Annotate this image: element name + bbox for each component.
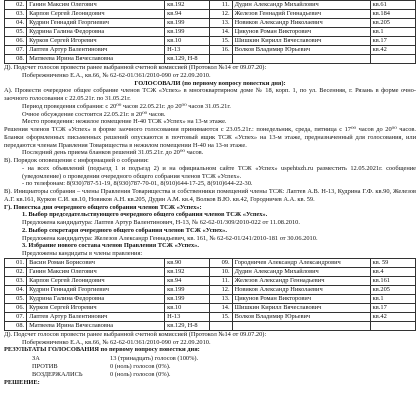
row-number: 13. bbox=[210, 19, 232, 28]
table-row bbox=[5, 28, 416, 37]
table-row bbox=[5, 10, 416, 19]
member-name: Васин Роман Борисович bbox=[27, 258, 165, 267]
row-number: 09. bbox=[210, 258, 232, 267]
apartment: кв.1 bbox=[370, 28, 415, 37]
agenda-question-3: 3. Избрание нового состава членов Правления ТСЖ «Успех». bbox=[22, 242, 199, 250]
decision-heading: РЕШЕНИЕ: bbox=[4, 379, 40, 386]
member-name: Кудрина Галина Федоровна bbox=[27, 28, 165, 37]
apartment: кв.10 bbox=[165, 37, 210, 46]
table-row bbox=[5, 321, 416, 330]
result-za-label: ЗА bbox=[32, 355, 40, 362]
apartment: кв.94 bbox=[165, 276, 210, 285]
meeting-place: Место проведения: нежилое помещение Н-40 ТСЖ «Успех» на 13-м этаже. bbox=[22, 118, 227, 126]
row-number: 05. bbox=[5, 28, 27, 37]
member-name: Волков Владимир Юрьевич bbox=[232, 46, 370, 55]
table-row bbox=[5, 55, 416, 64]
result-abstain-label: ВОЗДЕРЖАЛИСЬ bbox=[32, 371, 83, 378]
results-block bbox=[4, 355, 416, 379]
apartment: кв.205 bbox=[370, 19, 415, 28]
meeting-discussion-time: Очное обсуждение состоится 22.05.21г. в 20⁰⁰ часов. bbox=[22, 110, 166, 118]
member-name: Цикунов Роман Викторович bbox=[232, 28, 370, 37]
member-name: Железов Геннадий Геннадьевич bbox=[232, 10, 370, 19]
table-row bbox=[5, 37, 416, 46]
agenda-question-1-candidate: Предложена кандидатура: Лаптев Артур Валентинович, Н-13, № 62-62-01/309/2010-022 от 11.08.2010. bbox=[22, 219, 300, 226]
member-name: Лаптев Артур Валентинович bbox=[27, 312, 165, 321]
row-number: 03. bbox=[5, 10, 27, 19]
table-row bbox=[5, 294, 416, 303]
member-name: Городничев Александр Александрович bbox=[232, 258, 370, 267]
row-number: 05. bbox=[5, 294, 27, 303]
apartment: кв.161 bbox=[370, 276, 415, 285]
result-protiv-row bbox=[4, 363, 416, 371]
board-candidates-table bbox=[4, 258, 416, 331]
result-abstain-row bbox=[4, 371, 416, 379]
apartment: кв.184 bbox=[370, 10, 415, 19]
member-name: Новиков Александр Николаевич bbox=[232, 285, 370, 294]
member-name: Цикунов Роман Викторович bbox=[232, 294, 370, 303]
table-row bbox=[5, 1, 416, 10]
member-name: Кудрин Геннадий Георгиевич bbox=[27, 19, 165, 28]
apartment: Н-13 bbox=[165, 46, 210, 55]
agenda-question-2-candidate: Предложена кандидатура: Железов Александр Геннадьевич, кв. 161, № 62-62-01/241/2010-181 от 30.06.2010. bbox=[22, 234, 318, 242]
row-number: 11. bbox=[210, 1, 232, 10]
apartment: кв.192 bbox=[165, 1, 210, 10]
apartment: кв.192 bbox=[165, 267, 210, 276]
meeting-period: Период проведения собрания: с 20⁰⁰ часов 22.05.21г. до 20⁰⁰ часов 31.05.21г. bbox=[22, 102, 231, 110]
results-heading: РЕЗУЛЬТАТЫ ГОЛОСОВАНИЯ по первому вопросу повестки дня: bbox=[4, 346, 200, 354]
member-name: Курков Сергей Игоревич bbox=[27, 303, 165, 312]
row-number: 08. bbox=[5, 55, 27, 64]
apartment: кв.42 bbox=[370, 46, 415, 55]
row-number: 10. bbox=[210, 267, 232, 276]
item-v-heading: В). Порядок оповещения с информацией о собрании: bbox=[4, 157, 149, 164]
counting-commission-text-2: Д). Подсчет голосов провести ранее выбранной счетной комиссией (Протокол №14 от 09.07.20): bbox=[4, 330, 267, 338]
apartment: кв.4 bbox=[370, 267, 415, 276]
apartment: кв.17 bbox=[370, 303, 415, 312]
table-row bbox=[5, 285, 416, 294]
item-b-text: Решения членов ТСЖ «Успех» в форме заочного голосования принимаются с 23.05.21г.: понедельник, среда, пятница с 17⁰⁰ часов до 20⁰⁰ часов. Бланки оформленных письменных решений опускаются в почтовый ящик ТСЖ «Успех» на 13-м этаже, предназначенный для голосования, или передаются членам Правления Товарищества в нежилом помещении Н-40 на 13-м этаже. bbox=[4, 126, 416, 149]
apartment: кв.129, Н-8 bbox=[165, 321, 210, 330]
table-row bbox=[5, 19, 416, 28]
last-day-text: Последний день приема бланков решений 31.05.21г. до 20⁰⁰ часов. bbox=[22, 149, 204, 157]
apartment: кв.17 bbox=[370, 37, 415, 46]
result-abstain-value: 0 (ноль) голосов (0%). bbox=[110, 371, 171, 378]
item-a-text: А). Провести очередное общее собрание членов ТСЖ «Успех» в многоквартирном доме № 18, корп. 1, по ул. Весенняя, г. Рязань в форме очно-заочного голосования с 22.05.21г. по 31.05.21г. bbox=[4, 87, 416, 102]
member-name: Кудрин Геннадий Георгиевич bbox=[27, 285, 165, 294]
member-name bbox=[232, 321, 370, 330]
agenda-question-2: 2. Выбор секретаря очередного общего собрания членов ТСЖ «Успех». bbox=[22, 226, 227, 234]
table-row bbox=[5, 258, 416, 267]
member-name: Дудин Александр Михайлович bbox=[232, 1, 370, 10]
member-name: Шишкин Кирилл Вячеславович bbox=[232, 37, 370, 46]
table-row bbox=[5, 276, 416, 285]
row-number: 15. bbox=[210, 312, 232, 321]
agenda-heading: Г). Повестка дня очередного общего собрания членов ТСЖ «Успех»: bbox=[4, 203, 202, 211]
row-number: 01. bbox=[5, 258, 27, 267]
apartment: кв.61 bbox=[370, 1, 415, 10]
member-name: Шишкин Кирилл Вячеславович bbox=[232, 303, 370, 312]
result-za-value: 13 (тринадцать) голосов (100%). bbox=[110, 355, 199, 362]
member-name: Карпов Сергей Леонидович bbox=[27, 276, 165, 285]
row-number: 13. bbox=[210, 294, 232, 303]
row-number bbox=[210, 321, 232, 330]
row-number: 08. bbox=[5, 321, 27, 330]
row-number: 04. bbox=[5, 19, 27, 28]
apartment: кв.199 bbox=[165, 285, 210, 294]
member-name: Матвеева Ирина Вячеславовна bbox=[27, 55, 165, 64]
vote-heading: ГОЛОСОВАЛИ (по первому вопросу повестки дня): bbox=[134, 79, 286, 87]
row-number: 06. bbox=[5, 37, 27, 46]
row-number: 16. bbox=[210, 46, 232, 55]
member-name: Дудин Александр Михайлович bbox=[232, 267, 370, 276]
apartment: Н-13 bbox=[165, 312, 210, 321]
top-members-table bbox=[4, 0, 416, 64]
apartment: кв.199 bbox=[165, 28, 210, 37]
member-name bbox=[232, 55, 370, 64]
row-number: 07. bbox=[5, 46, 27, 55]
member-name: Курков Сергей Игоревич bbox=[27, 37, 165, 46]
initiators-text: В). Инициаторы собрания – члены Правления Товарищества и собственники помещений члены ТСЖ: Лаптев А.В. Н-13, Кудрина Г.Ф. кв.90, Железов А.Г. кв.161, Курков С.И. кв.10, Новиков А.Н. кв.205, Дудин А.М. кв.4, Волков В.Ю. кв.42, Городничев А.А. кв. 59. bbox=[4, 188, 416, 203]
member-name: Карпов Сергей Леонидович bbox=[27, 10, 165, 19]
apartment: кв.42 bbox=[370, 312, 415, 321]
member-name: Кудрина Галина Федоровна bbox=[27, 294, 165, 303]
apartment: кв.199 bbox=[165, 19, 210, 28]
result-protiv-label: ПРОТИВ bbox=[32, 363, 58, 370]
row-number: 12. bbox=[210, 285, 232, 294]
member-name: Новиков Александр Николаевич bbox=[232, 19, 370, 28]
apartment: кв.129, Н-8 bbox=[165, 55, 210, 64]
apartment: кв.94 bbox=[165, 10, 210, 19]
row-number: 14. bbox=[210, 303, 232, 312]
row-number: 02. bbox=[5, 267, 27, 276]
member-name: Лаптев Артур Валентинович bbox=[27, 46, 165, 55]
row-number: 15. bbox=[210, 37, 232, 46]
counting-commission-member: Побережниченко Е.А., кв.66, № 62-62-01/361/2010-090 от 22.09.2010. bbox=[22, 71, 211, 79]
row-number: 12. bbox=[210, 10, 232, 19]
table-row bbox=[5, 303, 416, 312]
apartment bbox=[370, 321, 415, 330]
member-name: Ганин Максим Олегович bbox=[27, 1, 165, 10]
row-number: 02. bbox=[5, 1, 27, 10]
table-row bbox=[5, 267, 416, 276]
member-name: Железов Александр Геннадьевич bbox=[232, 276, 370, 285]
result-za-row bbox=[4, 355, 416, 363]
member-name: Матвеева Ирина Вячеславовна bbox=[27, 321, 165, 330]
apartment: кв.205 bbox=[370, 285, 415, 294]
member-name: Волков Владимир Юрьевич bbox=[232, 312, 370, 321]
apartment: кв.10 bbox=[165, 303, 210, 312]
apartment: кв.199 bbox=[165, 294, 210, 303]
apartment bbox=[370, 55, 415, 64]
apartment: кв.1 bbox=[370, 294, 415, 303]
row-number: 03. bbox=[5, 276, 27, 285]
row-number: 11. bbox=[210, 276, 232, 285]
table-row bbox=[5, 46, 416, 55]
member-name: Ганин Максим Олегович bbox=[27, 267, 165, 276]
apartment: кв. 59 bbox=[370, 258, 415, 267]
agenda-question-1: 1. Выбор председательствующего очередного общего собрания членов ТСЖ «Успех». bbox=[22, 211, 268, 219]
row-number bbox=[210, 55, 232, 64]
apartment: кв.90 bbox=[165, 258, 210, 267]
agenda-question-3-candidates: Предложены кандидаты в члены правления: bbox=[22, 250, 143, 257]
counting-commission-member-2: Побережниченко Е.А., кв.66, № 62-62-01/361/2010-090 от 22.09.2010. bbox=[22, 338, 211, 346]
row-number: 07. bbox=[5, 312, 27, 321]
result-protiv-value: 0 (ноль) голосов (0%). bbox=[110, 363, 171, 370]
notice-board-text: - на всех объявлений (подъезд 1 и подъезд 2) и на официальном сайте ТСЖ «Успех» uspehtszh.ru разместить 12.05.2021г. сообщение (уведомление) о проведении очередного общего собрания членов ТСЖ «Успех». bbox=[22, 164, 416, 180]
phone-numbers-text: - по телефонам: 8(930)787-51-19, 8(930)787-70-01, 8(910)644-17-25, 8(910)644-22-30. bbox=[22, 180, 253, 188]
row-number: 04. bbox=[5, 285, 27, 294]
counting-commission-text: Д). Подсчет голосов провести ранее выбранной счетной комиссией (Протокол №14 от 09.07.20): bbox=[4, 64, 267, 71]
table-row bbox=[5, 312, 416, 321]
row-number: 14. bbox=[210, 28, 232, 37]
row-number: 06. bbox=[5, 303, 27, 312]
